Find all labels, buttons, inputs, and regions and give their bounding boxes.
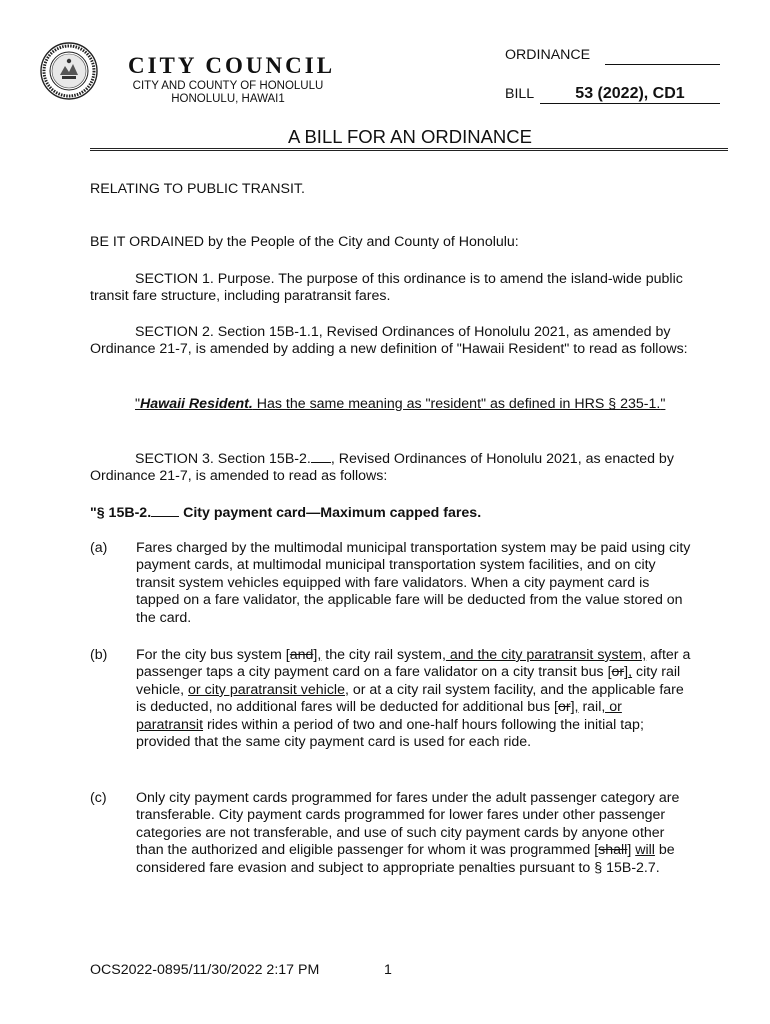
- subsection-c-text: [136, 790, 692, 877]
- subsection-b-run: the city rail system,: [321, 647, 446, 663]
- subsection-c-run: ]: [627, 842, 636, 859]
- council-subtitle-line-1: CITY AND COUNTY OF HONOLULU: [132, 80, 324, 92]
- ordinance-label: ORDINANCE: [505, 47, 591, 63]
- relating-clause: RELATING TO PUBLIC TRANSIT.: [90, 181, 305, 197]
- subsection-c-run: Only city payment cards programmed for fares under the adult passenger category are transferable. City payment cards programmed for lower fares under other passenger categories are not transferable, and use of such city payment cards by anyone other than the authorized and eligible passenger for whom it was programmed [: [136, 790, 680, 859]
- definition-text: Has the same meaning as "resident" as defined in HRS § 235-1.: [252, 396, 661, 412]
- section-1-paragraph: SECTION 1. Purpose. The purpose of this ordinance is to amend the island-wide public transit fare structure, including paratransit fares.: [90, 271, 683, 305]
- subsection-c-run: be considered fare evasion and subject to appropriate penalties pursuant to § 15B-2.7.: [136, 842, 675, 876]
- subsection-b-run: rides within a period of two and one-half hours following the initial tap; provided that the same city payment card is used for each ride.: [136, 716, 644, 751]
- definition-open-quote: ": [135, 396, 141, 412]
- subsection-c-label: (c): [90, 790, 107, 806]
- inserted-text: will: [635, 842, 655, 859]
- subsection-a-label: (a): [90, 540, 108, 556]
- footer-page-number: 1: [384, 962, 392, 978]
- inserted-text: or city paratransit vehicle,: [188, 681, 349, 698]
- section-3-text-pre: SECTION 3. Section 15B-2.: [135, 451, 311, 467]
- inserted-text: ,: [574, 699, 579, 716]
- title-rule-divider: [90, 148, 728, 151]
- section-heading-blank: [151, 504, 179, 517]
- definition-term: Hawaii Resident.: [140, 396, 253, 412]
- subsection-b-run: For the city bus system [: [136, 647, 290, 663]
- section-heading: [90, 504, 481, 522]
- section-3-paragraph: [90, 450, 690, 486]
- deleted-text: and: [289, 647, 314, 663]
- council-title: CITY COUNCIL: [128, 53, 336, 78]
- ordinance-number-blank: [605, 64, 720, 65]
- enacting-clause: BE IT ORDAINED by the People of the City and County of Honolulu:: [90, 234, 519, 250]
- subsection-b-text: [136, 647, 692, 751]
- section-heading-post: City payment card—Maximum capped fares.: [179, 505, 482, 521]
- definition-close-quote: ": [660, 396, 666, 412]
- subsection-b-run: after a passenger taps a city payment card on a fare validator on a city transit bus [: [136, 647, 691, 681]
- inserted-text: and the city paratransit system,: [445, 647, 647, 663]
- council-subtitle-line-2: HONOLULU, HAWAI1: [171, 93, 285, 105]
- subsection-b-run: or at a city rail system facility, and the applicable fare is deducted, no additional fares will be deducted for additional bus [: [136, 681, 684, 716]
- subsection-b-label: (b): [90, 647, 108, 663]
- footer-document-id: OCS2022-0895/11/30/2022 2:17 PM: [90, 962, 320, 978]
- bill-number: 53 (2022), CD1: [540, 84, 720, 104]
- section-3-text-post: , Revised Ordinances of Honolulu 2021, as enacted by Ordinance 21-7, is amended to read as follows:: [90, 451, 674, 485]
- subsection-b-run: ]: [624, 664, 629, 681]
- section-2-paragraph: SECTION 2. Section 15B-1.1, Revised Ordinances of Honolulu 2021, as amended by Ordinance 21-7, is amended by adding a new definition of "Hawaii Resident" to read as follows:: [90, 324, 688, 358]
- bill-label: BILL: [505, 86, 535, 102]
- deleted-text: shall: [598, 842, 628, 859]
- subsection-b-run: ]: [570, 699, 575, 716]
- inserted-text: ,: [628, 664, 633, 681]
- section-heading-pre: "§ 15B-2.: [90, 505, 152, 521]
- inserted-text: ,: [317, 647, 322, 663]
- subsection-a-text: Fares charged by the multimodal municipal transportation system may be paid using city payment cards, at multimodal municipal transportation system facilities, and on city transit system vehicles equipped with fare validators. When a city payment card is tapped on a fare validator, the applicable fare will be deducted from the value stored on the card.: [136, 540, 691, 626]
- deleted-text: or: [611, 664, 625, 681]
- city-seal-logo: [40, 42, 98, 100]
- subsection-b-run: ]: [313, 647, 318, 663]
- inserted-text: , or paratransit: [136, 699, 622, 733]
- hawaii-resident-definition: [90, 396, 690, 413]
- council-subtitle: [128, 80, 328, 106]
- document-title: A BILL FOR AN ORDINANCE: [288, 126, 532, 147]
- subsection-b-run: city rail vehicle,: [136, 664, 681, 698]
- deleted-text: or: [557, 699, 571, 716]
- subsection-b-run: rail: [578, 699, 602, 716]
- section-number-blank: [311, 450, 331, 463]
